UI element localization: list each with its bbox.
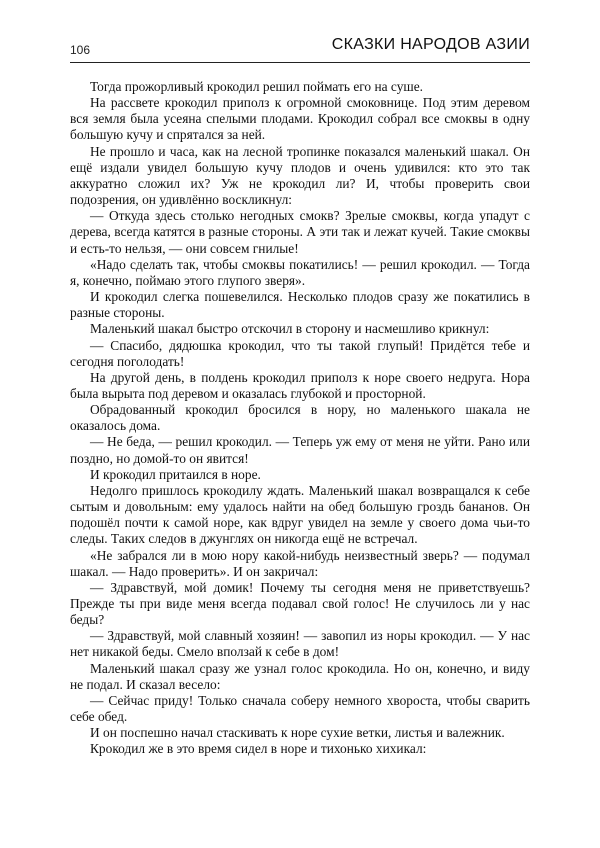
paragraph: — Здравствуй, мой домик! Почему ты сегодня меня не приветствуешь? Прежде ты при виде меня всегда подавал свой голос! Не случилось ли у нас беды?	[70, 579, 530, 628]
paragraph: Недолго пришлось крокодилу ждать. Маленький шакал возвращался к себе сытым и довольным: ему удалось найти на обед большую гроздь бананов. Он подошёл почти к самой норе, как вдруг увидел на земле у своего дома чьи-то следы. Таких следов в джунглях он никогда ещё не встречал.	[70, 482, 530, 547]
paragraph: Не прошло и часа, как на лесной тропинке показался маленький шакал. Он ещё издали увидел большую кучу плодов и очень удивился: кто это так аккуратно сложил их? Уж не крокодил ли? И, чтобы проверить свои подозрения, он удивлённо воскликнул:	[70, 143, 530, 208]
paragraph: «Надо сделать так, чтобы смоквы покатились! — решил крокодил. — Тогда я, конечно, поймаю этого глупого зверя».	[70, 256, 530, 288]
paragraph: «Не забрался ли в мою нору какой-нибудь неизвестный зверь? — подумал шакал. — Надо проверить». И он закричал:	[70, 547, 530, 579]
paragraph: На другой день, в полдень крокодил приполз к норе своего недруга. Нора была вырыта под деревом и оказалась глубокой и просторной.	[70, 369, 530, 401]
paragraph: Тогда прожорливый крокодил решил поймать его на суше.	[90, 79, 423, 94]
running-title: СКАЗКИ НАРОДОВ АЗИИ	[331, 36, 530, 53]
page-header	[70, 36, 530, 63]
paragraph: — Не беда, — решил крокодил. — Теперь уж ему от меня не уйти. Рано или поздно, но домой-то он явится!	[70, 434, 530, 466]
paragraph: — Откуда здесь столько негодных смокв? Зрелые смоквы, когда упадут с дерева, всегда катятся в разные стороны. А эти так и лежат кучей. Такие смоквы и есть-то нельзя, — они совсем гнилые!	[70, 208, 530, 256]
paragraph: Маленький шакал быстро отскочил в сторону и насмешливо крикнул:	[90, 321, 490, 337]
paragraph: И он поспешно начал стаскивать к норе сухие ветки, листья и валежник.	[90, 725, 505, 741]
paragraph: Крокодил же в это время сидел в норе и тихонько хихикал:	[90, 741, 427, 757]
story-text	[70, 79, 530, 758]
paragraph: — Сейчас приду! Только сначала соберу немного хвороста, чтобы сварить себе обед.	[70, 692, 530, 725]
paragraph: Маленький шакал сразу же узнал голос крокодила. Но он, конечно, и виду не подал. И сказал весело:	[70, 660, 530, 692]
paragraph: — Здравствуй, мой славный хозяин! — завопил из норы крокодил. — У нас нет никакой беды. Смело вползай к себе в дом!	[70, 628, 530, 660]
page-number: 106	[70, 43, 91, 57]
paragraph: На рассвете крокодил приполз к огромной смоковнице. Под этим деревом вся земля была усеяна спелыми плодами. Крокодил собрал все смоквы в одну большую кучу и спрятался за ней.	[70, 95, 530, 143]
paragraph: Обрадованный крокодил бросился в нору, но маленького шакала не оказалось дома.	[70, 402, 530, 434]
paragraph: И крокодил слегка пошевелился. Несколько плодов сразу же покатились в разные стороны.	[70, 289, 530, 321]
paragraph: — Спасибо, дядюшка крокодил, что ты такой глупый! Придётся тебе и сегодня поголодать!	[70, 337, 530, 369]
paragraph: И крокодил притаился в норе.	[90, 466, 261, 482]
